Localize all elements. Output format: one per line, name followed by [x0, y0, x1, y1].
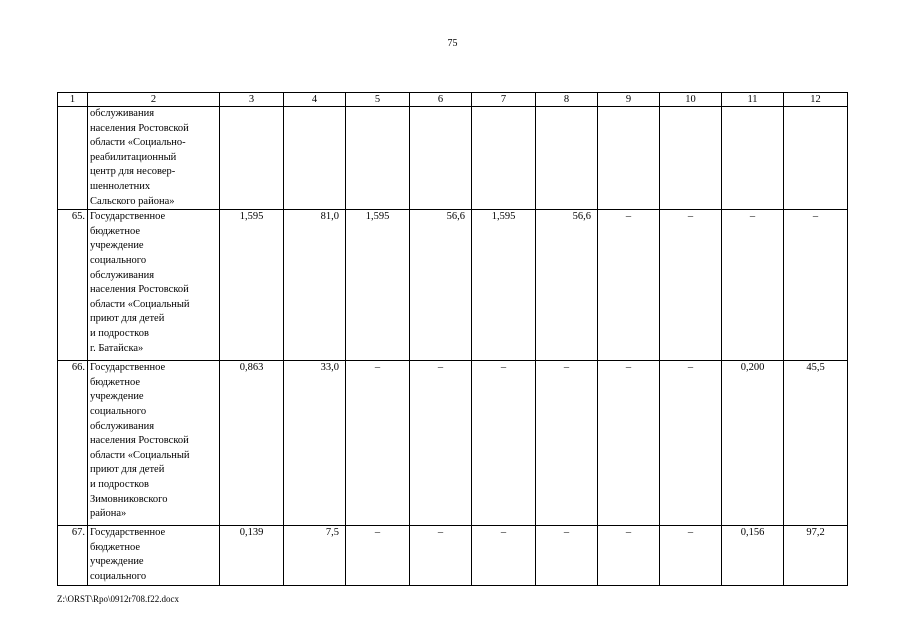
- table-row: [58, 210, 848, 361]
- page-number: 75: [447, 38, 458, 49]
- value-cell: 1,595: [220, 210, 284, 361]
- value-cell: [784, 107, 848, 210]
- header-cell: 3: [220, 93, 284, 107]
- row-number-cell: [58, 107, 88, 210]
- value-cell: –: [346, 361, 410, 526]
- value-cell: –: [660, 526, 722, 585]
- value-cell: –: [598, 210, 660, 361]
- value-cell: –: [410, 526, 472, 585]
- value-cell: 0,156: [722, 526, 784, 585]
- footer-file-path: Z:\ORST\Rpo\0912r708.f22.docx: [57, 594, 179, 604]
- value-cell: –: [784, 210, 848, 361]
- institution-name-cell: Государственное бюджетное учреждение социального: [88, 526, 220, 585]
- value-cell: [472, 107, 536, 210]
- value-cell: 7,5: [284, 526, 346, 585]
- value-cell: 45,5: [784, 361, 848, 526]
- value-cell: [722, 107, 784, 210]
- table-body: [58, 107, 848, 586]
- header-cell: 9: [598, 93, 660, 107]
- value-cell: 0,139: [220, 526, 284, 585]
- value-cell: [660, 107, 722, 210]
- header-cell: 5: [346, 93, 410, 107]
- value-cell: 0,200: [722, 361, 784, 526]
- value-cell: 56,6: [410, 210, 472, 361]
- value-cell: –: [598, 526, 660, 585]
- value-cell: 97,2: [784, 526, 848, 585]
- header-cell: 12: [784, 93, 848, 107]
- header-cell: 2: [88, 93, 220, 107]
- value-cell: [346, 107, 410, 210]
- table-row: [58, 361, 848, 526]
- row-number-cell: 65.: [58, 210, 88, 361]
- header-cell: 1: [58, 93, 88, 107]
- value-cell: –: [722, 210, 784, 361]
- value-cell: –: [660, 210, 722, 361]
- value-cell: [598, 107, 660, 210]
- value-cell: 81,0: [284, 210, 346, 361]
- value-cell: 0,863: [220, 361, 284, 526]
- header-cell: 4: [284, 93, 346, 107]
- header-cell: 11: [722, 93, 784, 107]
- header-cell: 6: [410, 93, 472, 107]
- value-cell: –: [410, 361, 472, 526]
- value-cell: [284, 107, 346, 210]
- value-cell: –: [472, 526, 536, 585]
- table-row: [58, 526, 848, 585]
- institution-name-cell: Государственное бюджетное учреждение социального обслуживания населения Ростовской области «Социальный приют для детей и подростков г. Батайска»: [88, 210, 220, 361]
- value-cell: –: [660, 361, 722, 526]
- value-cell: [536, 107, 598, 210]
- value-cell: [410, 107, 472, 210]
- value-cell: –: [536, 526, 598, 585]
- header-row: [58, 93, 848, 107]
- value-cell: –: [472, 361, 536, 526]
- header-cell: 7: [472, 93, 536, 107]
- value-cell: [220, 107, 284, 210]
- data-table: [57, 92, 848, 586]
- institution-name-cell: обслуживания населения Ростовской области «Социально- реабилитационный центр для несовер- шеннолетних Сальского района»: [88, 107, 220, 210]
- value-cell: 1,595: [346, 210, 410, 361]
- row-number-cell: 67.: [58, 526, 88, 585]
- value-cell: –: [536, 361, 598, 526]
- value-cell: –: [346, 526, 410, 585]
- value-cell: 56,6: [536, 210, 598, 361]
- header-cell: 8: [536, 93, 598, 107]
- value-cell: –: [598, 361, 660, 526]
- header-cell: 10: [660, 93, 722, 107]
- table-row: [58, 107, 848, 210]
- institution-name-cell: Государственное бюджетное учреждение социального обслуживания населения Ростовской области «Социальный приют для детей и подростков Зимовниковского района»: [88, 361, 220, 526]
- value-cell: 1,595: [472, 210, 536, 361]
- table-header: [58, 93, 848, 107]
- value-cell: 33,0: [284, 361, 346, 526]
- row-number-cell: 66.: [58, 361, 88, 526]
